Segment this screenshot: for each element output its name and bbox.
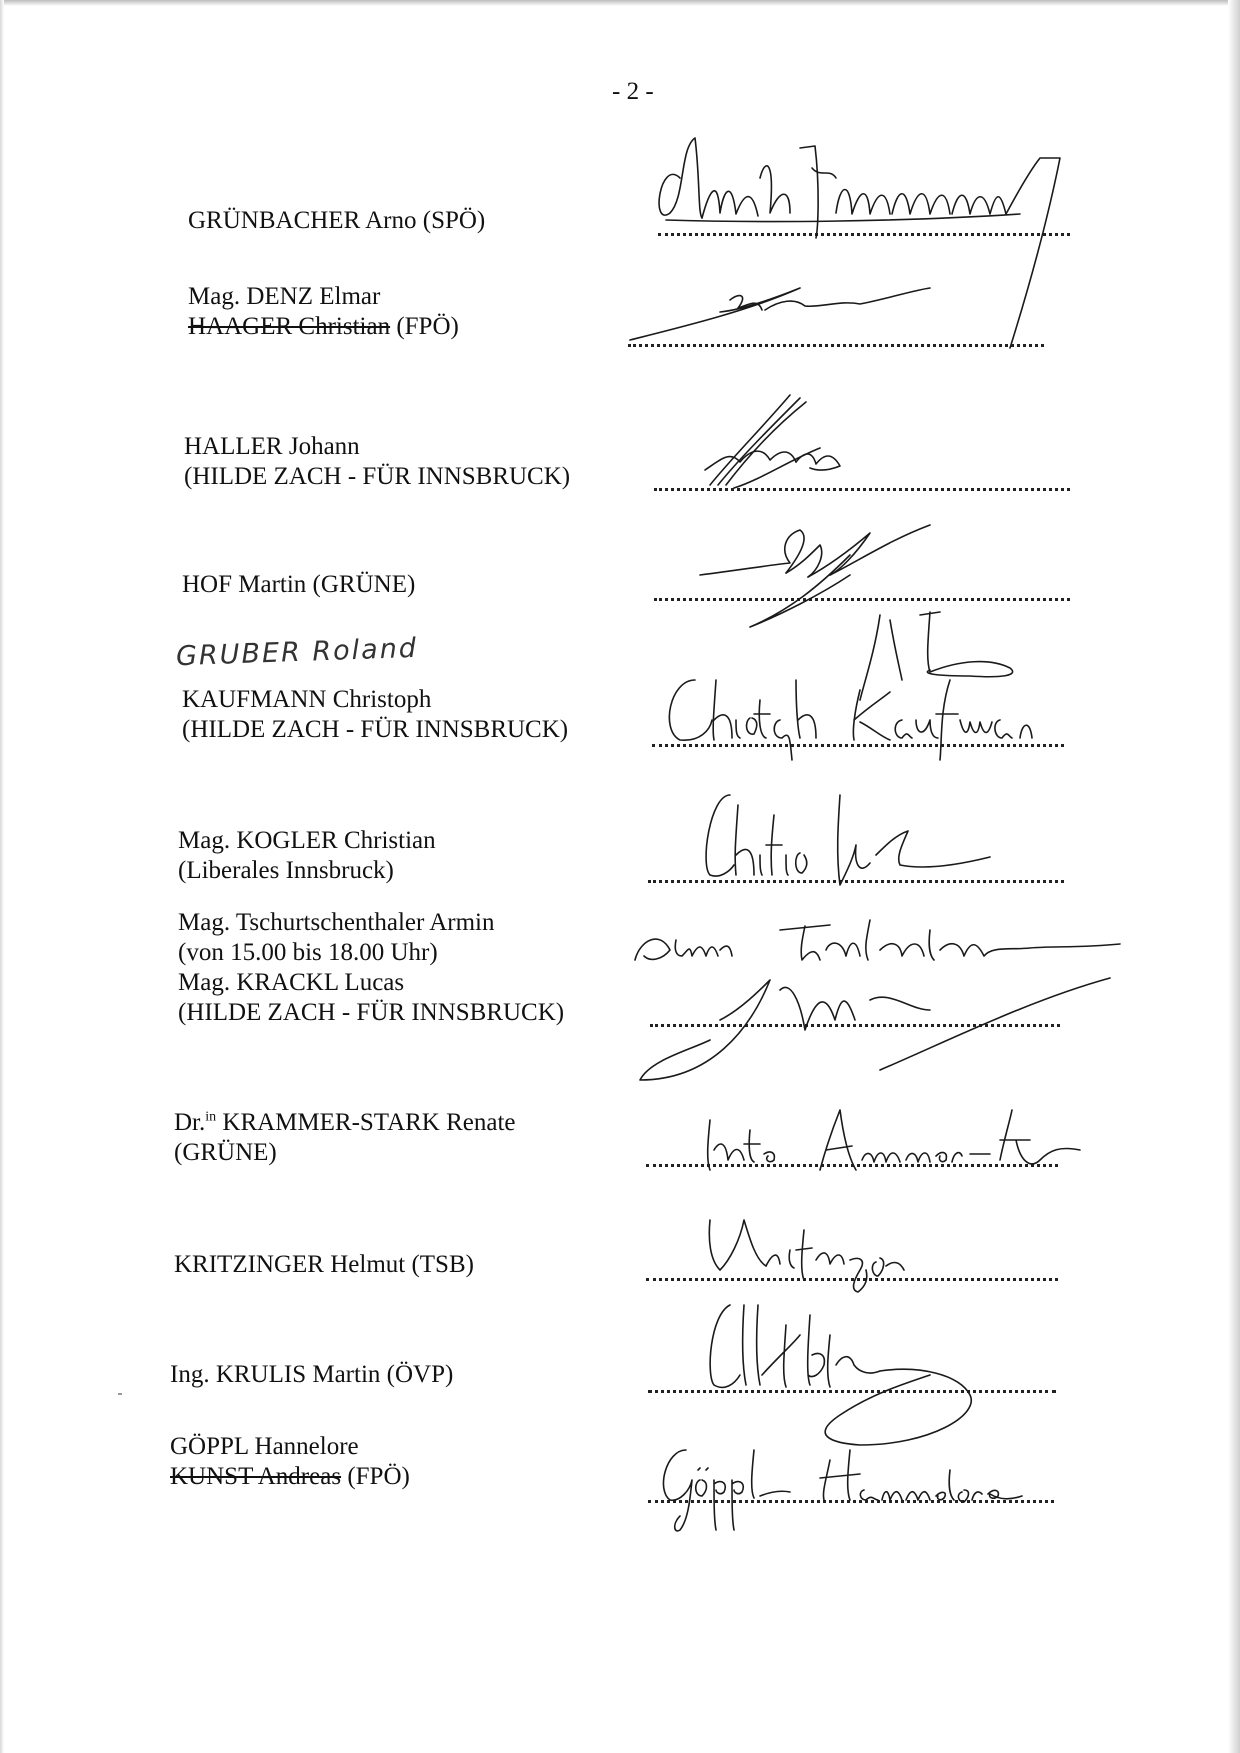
signature-kogler	[690, 775, 1030, 895]
member-name: KRAMMER-STARK Renate	[216, 1109, 516, 1136]
member-name: Mag. KRACKL Lucas	[178, 969, 405, 996]
member-name: Mag. KOGLER Christian	[178, 827, 436, 854]
member-name: Mag. Tschurtschenthaler Armin	[178, 909, 495, 936]
member-name: GÖPPL Hannelore	[170, 1433, 359, 1460]
member-entry-denz	[188, 282, 459, 342]
scan-edge-right	[1228, 0, 1240, 1753]
member-entry-gruenbacher	[188, 206, 485, 236]
member-entry-kogler	[178, 826, 436, 886]
member-entry-kaufmann	[182, 685, 568, 745]
member-entry-hof	[182, 570, 415, 600]
member-entry-goeppl	[170, 1432, 410, 1492]
party: (FPÖ)	[341, 1463, 410, 1490]
member-entry-haller	[184, 432, 570, 492]
member-party-line	[170, 1462, 410, 1492]
signature-denz	[630, 270, 950, 350]
handwritten-replacement-name: GRUBER Roland	[175, 632, 419, 673]
signature-kaufmann	[640, 610, 1120, 760]
member-name: Mag. DENZ Elmar	[188, 283, 381, 310]
member-party: (HILDE ZACH - FÜR INNSBRUCK)	[178, 999, 565, 1026]
member-entry-krammer-stark	[174, 1108, 516, 1168]
member-name: KRITZINGER Helmut (TSB)	[174, 1251, 474, 1278]
member-party: (HILDE ZACH - FÜR INNSBRUCK)	[184, 463, 571, 490]
party: (FPÖ)	[390, 313, 459, 340]
member-party: (Liberales Innsbruck)	[178, 857, 394, 884]
struck-name: HAAGER Christian	[188, 313, 391, 340]
struck-name: KUNST Andreas	[170, 1463, 342, 1490]
scan-artifact	[118, 1393, 122, 1395]
signature-krammer-stark	[700, 1100, 1120, 1190]
member-name: Ing. KRULIS Martin (ÖVP)	[170, 1361, 454, 1388]
member-entry-krulis	[170, 1360, 453, 1390]
member-party-line	[188, 312, 459, 342]
member-name-line	[174, 1108, 516, 1138]
signature-kritzinger	[700, 1200, 950, 1300]
signature-goeppl	[650, 1430, 1070, 1540]
member-time-note: (von 15.00 bis 18.00 Uhr)	[178, 939, 438, 966]
member-name: HOF Martin (GRÜNE)	[182, 571, 416, 598]
page-number: - 2 -	[612, 78, 654, 105]
signature-haller	[700, 390, 880, 500]
scan-edge-left	[0, 0, 4, 1753]
member-party: (HILDE ZACH - FÜR INNSBRUCK)	[182, 716, 569, 743]
member-party: (GRÜNE)	[174, 1139, 277, 1166]
title-superscript: in	[205, 1109, 217, 1125]
member-name: KAUFMANN Christoph	[182, 686, 432, 713]
scan-edge-top	[0, 0, 1240, 6]
member-name: GRÜNBACHER Arno (SPÖ)	[188, 207, 486, 234]
signature-tschurtschenthaler	[630, 890, 1150, 1090]
member-entry-kritzinger	[174, 1250, 474, 1280]
member-name: HALLER Johann	[184, 433, 360, 460]
member-entry-tschurtschenthaler-krackl	[178, 908, 564, 1028]
title-prefix: Dr.	[174, 1109, 206, 1136]
